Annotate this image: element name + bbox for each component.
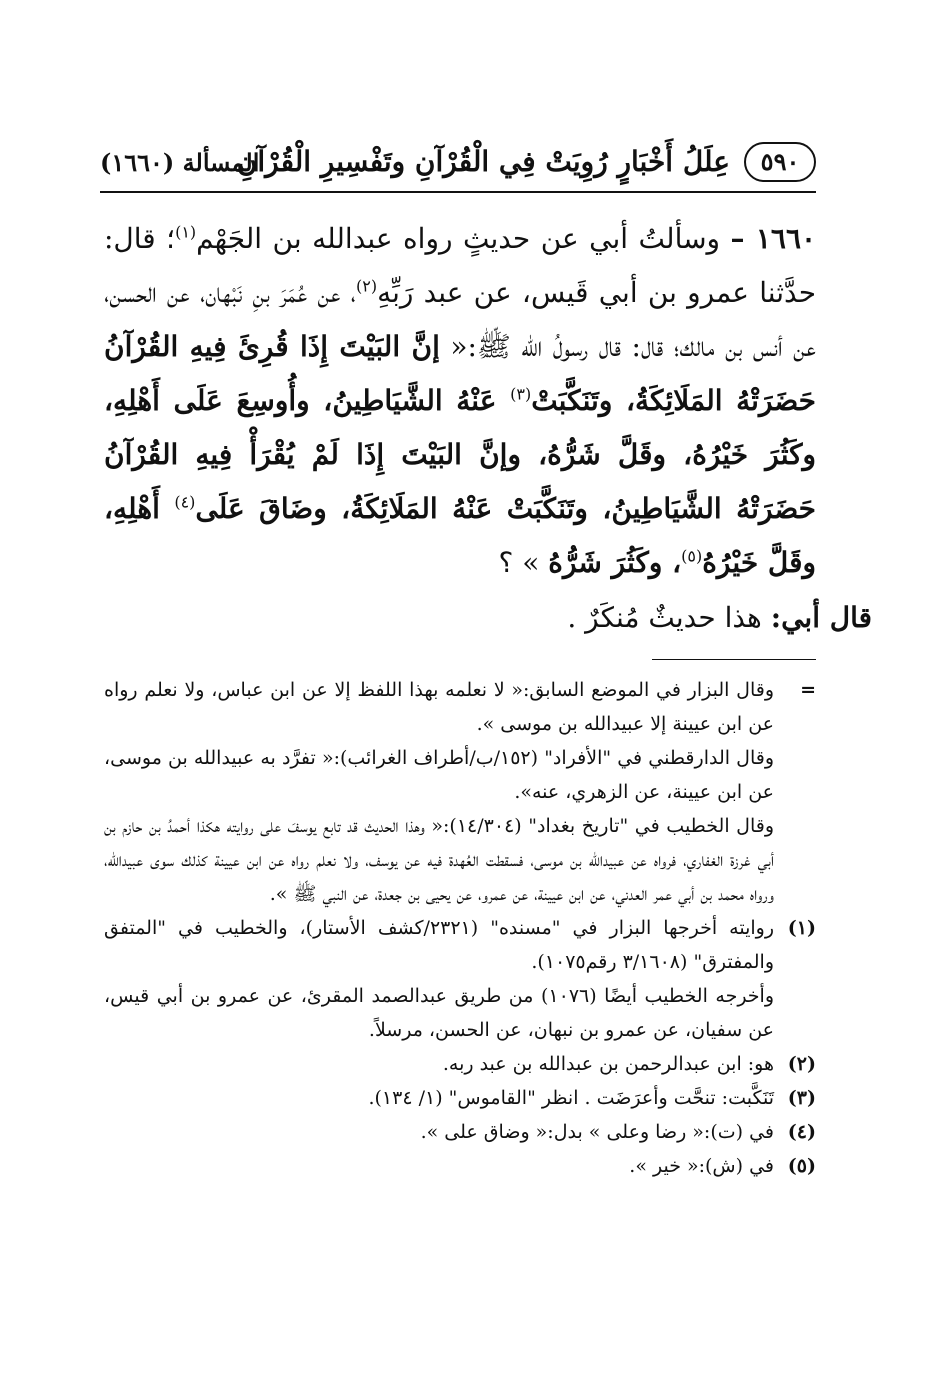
page-header [100,140,816,190]
verdict-line [272,595,872,641]
footnote-mark: (٤) [787,1121,816,1143]
question-text-end: » ؟ [498,546,549,579]
footnote-ref-2[interactable]: (٢) [355,276,378,296]
footnote-ref-3[interactable]: (٣) [510,384,532,404]
footnote-paragraph: تَنَكَّبت: تنحَّت وأعرَضَت . انظر "القاموس" (١/ ١٣٤). [368,1087,774,1109]
hadith-text-3: أَهْلِهِ، وقَلَّ خَيْرُهُ [104,492,816,579]
footnote-ref-1[interactable]: (١) [175,222,197,242]
footnote-paragraph: وقال البزار في الموضع السابق:« لا نعلمه بهذا اللفظ إلا عن ابن عباس، ولا نعلم رواه عن ابن عيينة إلا عبيدالله بن موسى ». [104,679,774,735]
question-text-3: ، عن عُمَرَ بنِ نَبْهان، عن الحسن، عن أنس بن مالك؛ قال: قال رسولُ الله ﷺ:« [104,276,816,363]
page-number-badge: ٥٩٠ [744,142,816,182]
footnote-mark: (١) [787,917,816,939]
footnote-item [104,673,816,911]
footnote-item [104,1149,816,1183]
footnote-ref-5[interactable]: (٥) [681,546,703,566]
main-text [104,212,816,590]
hadith-text-2: عَنْهُ الشَّيَاطِينُ، وأُوسِعَ عَلَى أَهْلِهِ، وكَثُرَ خَيْرُهُ، وقَلَّ شَرُّهُ، وإنَّ البَيْتَ إِذَا لَمْ يُقْرَأْ فِيهِ القُرْآنُ حَضَرَتْهُ الشَّيَاطِينُ، وتَنَكَّبَتْ عَنْهُ المَلَائِكَةُ، وضَاقَ عَلَى [104,384,816,525]
footnote-paragraph: وأخرجه الخطيب أيضًا (١٠٧٦) من طريق عبدالصمد المقرئ، عن عمرو بن أبي قيس، عن سفيان، عن عمرو بن نبهان، عن الحسن، مرسلاً. [104,985,775,1041]
footnote-item [104,1081,816,1115]
footnote-body [104,911,774,1047]
footnote-item [104,911,816,1047]
footnote-paragraph: في (ت):« رضا وعلى » بدل:« وضاق على ». [420,1121,774,1143]
footnote-mark: (٣) [787,1087,816,1109]
hadith-text-4: ، وكَثُرَ شَرُّهُ [548,546,682,579]
header-divider [100,191,816,193]
footnote-body [104,1047,774,1081]
footnote-body [104,1081,774,1115]
footnote-paragraph: روايته أخرجها البزار في "مسنده" (٢٣٢١/كشف الأستار)، والخطيب في "المتفق والمفترق" (٣/١٦٠٨ رقم١٠٧٥). [104,917,774,973]
footnotes-section [104,673,816,1183]
question-label: المسألة (١٦٦٠) [100,148,260,177]
verdict-text: هذا حديثٌ مُنكَرٌ . [567,601,771,634]
footnote-body [104,673,774,911]
footnote-item [104,1047,816,1081]
question-paragraph [104,212,816,590]
footnote-body [104,1115,774,1149]
footnote-item [104,1115,816,1149]
footnote-mark: (٥) [787,1155,816,1177]
running-title: عِلَلُ أَخْبَارٍ رُوِيَتْ فِي الْقُرْآنِ وتَفْسِيرِ الْقُرْآنِ [236,145,730,178]
footnote-paragraph: وقال الدارقطني في "الأفراد" (١٥٢/ب/أطراف الغرائب):« تفرَّد به عبيدالله بن موسى، عن ابن عيينة، عن الزهري، عنه». [104,747,774,803]
footnote-mark: = [800,679,816,701]
footnote-body [104,1149,774,1183]
footnote-paragraph: هو: ابن عبدالرحمن بن عبدالله بن عبد ربه. [442,1053,774,1075]
question-text-1: وسألتُ أبي عن حديثٍ رواه عبدالله بن الجَهْم [196,222,721,255]
hadith-text-1: إنَّ البَيْتَ إِذَا قُرِئَ فِيهِ القُرْآنُ حَضَرَتْهُ المَلَائِكَةُ، وتَنَكَّبَتْ [104,330,816,417]
footnote-mark: (٢) [787,1053,816,1075]
verdict-speaker: قال أبي: [770,601,872,634]
footnote-ref-4[interactable]: (٤) [174,492,196,512]
footnote-paragraph: في (ش):« خير ». [629,1155,774,1177]
footnote-paragraph: وقال الخطيب في "تاريخ بغداد" (١٤/٣٠٤):« وهذا الحديث قد تابع يوسفَ على روايته هكذا أحمدُ بن حازم بن أبي غرزة الغفاري، فرواه عن عبيدالله بن موسى، فسقطت العُهدة فيه عن يوسف، ولا نعلم رواه عن ابن عيينة كذلك سوى عبيدالله، ورواه محمد بن أبي عمر العدني، عن ابن عيينة، عن عمرو، عن يحيى بن جعدة، عن النبي ﷺ ». [104,815,774,905]
question-number: ١٦٦٠ – [730,222,817,255]
question-text-2: ؛ قال: حدَّثنا عمرو بن أبي قَيس، عن عبد رَبِّهِ [104,222,817,309]
footnote-divider [652,659,816,660]
